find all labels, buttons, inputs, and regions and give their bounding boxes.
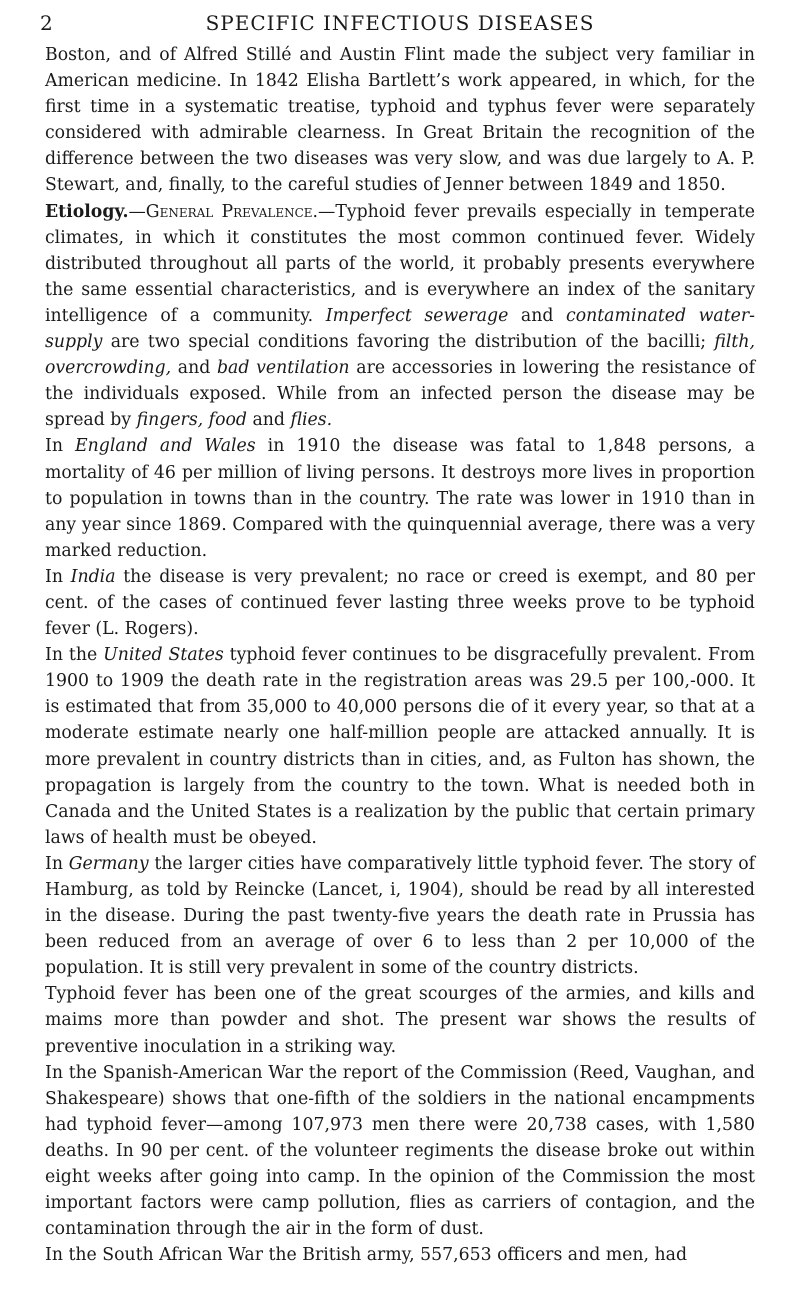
body-text [45, 42, 755, 1268]
paragraph-germany [45, 851, 755, 981]
paragraph-etiology [45, 199, 755, 434]
text-run: In [45, 436, 76, 457]
paragraph-south-african-war: In the South African War the British army, 557,653 officers and men, had [45, 1245, 688, 1266]
running-title: SPECIFIC INFECTIOUS DISEASES [205, 11, 595, 35]
section-subheading-general-prevalence: —General Prevalence. [128, 201, 319, 222]
text-run: In [45, 853, 69, 874]
paragraph-spanish-american-war: In the Spanish-American War the report of the Commission (Reed, Vaughan, and Shakespeare) shows that one-fifth of the soldiers in the national encampments had typhoid fever—among 107,973 men there were 20,738 cases, with 1,580 deaths. In 90 per cent. of the volunteer regiments the disease broke out within eight weeks after going into camp. In the opinion of the Commission the most important factors were camp pollution, flies as carriers of contagion, and the contamination through the air in the form of dust. [45, 1062, 755, 1240]
emphasis-contaminated-water-supply: contaminated water-supply [45, 305, 756, 353]
emphasis-flies: flies. [290, 410, 333, 431]
emphasis-imperfect-sewerage: Imperfect sewerage [325, 305, 509, 326]
page-number: 2 [40, 11, 54, 35]
emphasis-india: India [70, 566, 116, 587]
running-head [40, 6, 760, 40]
text-run: In the [45, 645, 104, 666]
emphasis-fingers-food: fingers, food [136, 410, 247, 431]
text-run: In [45, 566, 71, 587]
text-run: and [171, 358, 217, 379]
paragraph-india [45, 564, 755, 642]
paragraph-united-states [45, 642, 755, 851]
section-heading-etiology: Etiology. [45, 201, 129, 222]
text-run: and [246, 410, 291, 431]
text-run: —Typhoid fever prevails especially in temperate climates, in which it constitutes the most common continued fever. Widely distributed throughout all parts of the world, it probably presents everywhere the same essential characteristics, and is everywhere an index of the sanitary intelligence of a community. [45, 201, 755, 326]
text-run: in 1910 the disease was fatal to 1,848 persons, a mortality of 46 per million of living persons. It destroys more lives in proportion to population in towns than in the country. The rate was lower in 1910 than in any year since 1869. Compared with the quinquennial average, there was a very marked reduction. [45, 436, 755, 561]
text-run: typhoid fever continues to be disgracefully prevalent. From 1900 to 1909 the death rate in the registration areas was 29.5 per 100,-000. It is estimated that from 35,000 to 40,000 persons die of it every year, so that at a moderate estimate nearly one half-million people are attacked annually. It is more prevalent in country districts than in cities, and, as Fulton has shown, the propagation is largely from the country to the town. What is needed both in Canada and the United States is a realization by the public that certain primary laws of health must be obeyed. [45, 645, 756, 848]
text-run: the larger cities have comparatively little typhoid fever. The story of Hamburg, as told by Reincke (Lancet, i, 1904), should be read by all interested in the disease. During the past twenty-five years the death rate in Prussia has been reduced from an average of over 6 to less than 2 per 10,000 of the population. It is still very prevalent in some of the country districts. [45, 853, 755, 979]
paragraph-history: Boston, and of Alfred Stillé and Austin Flint made the subject very familiar in American medicine. In 1842 Elisha Bartlett’s work appeared, in which, for the first time in a systematic treatise, typhoid and typhus fever were separately considered with admirable clearness. In Great Britain the recognition of the difference between the two diseases was very slow, and was due largely to A. P. Stewart, and, finally, to the careful studies of Jenner between 1849 and 1850. [45, 45, 755, 196]
text-run: the disease is very prevalent; no race or creed is exempt, and 80 per cent. of the cases of continued fever lasting three weeks prove to be typhoid fever (L. Rogers). [45, 566, 755, 640]
emphasis-united-states: United States [103, 645, 224, 666]
paragraph-armies: Typhoid fever has been one of the great scourges of the armies, and kills and maims more than powder and shot. The present war shows the results of preventive inoculation in a striking way. [45, 984, 755, 1057]
emphasis-filth-overcrowding: filth, overcrowding, [45, 332, 755, 379]
text-run: and [508, 305, 567, 326]
text-run: are two special conditions favoring the distribution of the bacilli; [102, 332, 715, 353]
emphasis-germany: Germany [68, 853, 149, 874]
emphasis-bad-ventilation: bad ventilation [217, 358, 350, 379]
emphasis-england-and-wales: England and Wales [75, 436, 256, 457]
paragraph-england-wales [45, 433, 755, 563]
text-run: are accessories in lowering the resistance of the individuals exposed. While from an infected person the disease may be spread by [45, 358, 755, 431]
